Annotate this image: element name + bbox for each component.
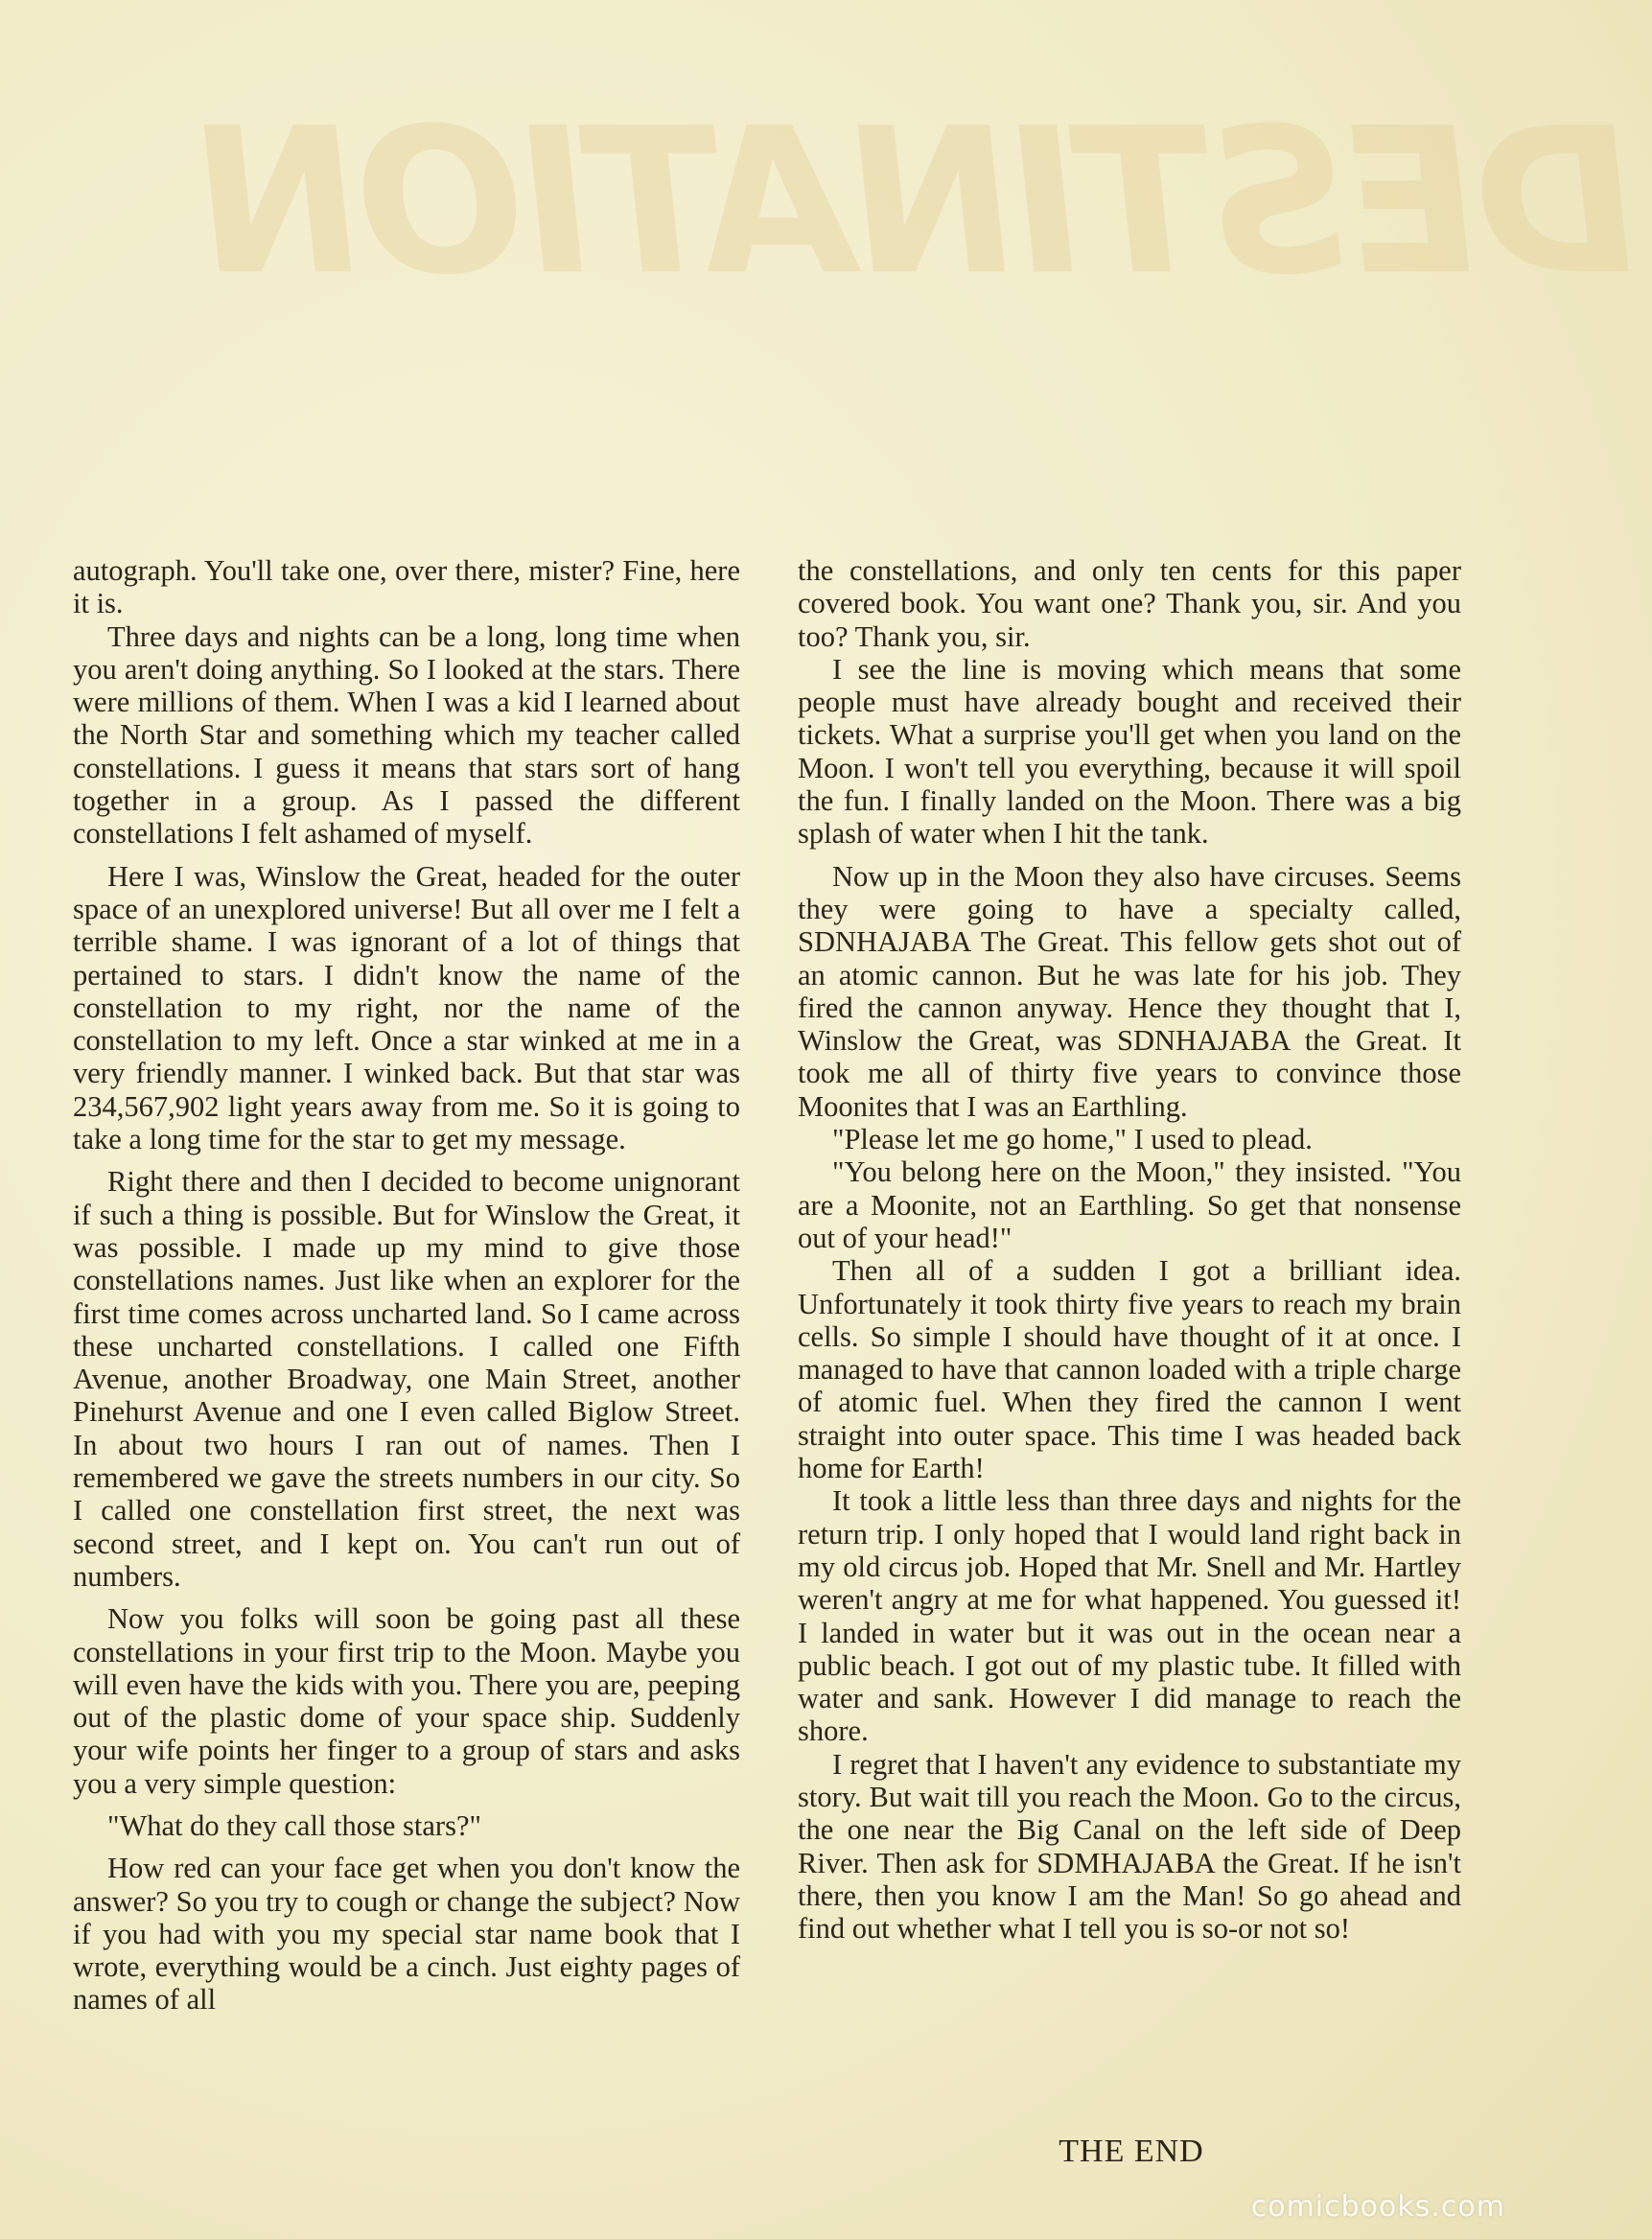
right-text-column	[798, 554, 1461, 1945]
paragraph: Right there and then I decided to become unignorant if such a thing is possible. But for Winslow the Great, it was possible. I made up my mind to give those constellations names. Just like when an explorer for the first time comes across uncharted land. So I came across these uncharted constellations. I called one Fifth Avenue, another Broadway, one Main Street, another Pinehurst Avenue and one I even called Biglow Street. In about two hours I ran out of names. Then I remembered we gave the streets numbers in our city. So I called one constellation first street, the next was second street, and I kept on. You can't run out of numbers.	[73, 1165, 740, 1593]
paragraph: "Please let me go home," I used to plead.	[832, 1123, 1313, 1156]
paragraph: Now up in the Moon they also have circuses. Seems they were going to have a specialty called, SDNHAJABA The Great. This fellow gets shot out of an atomic cannon. But he was late for his job. They fired the cannon anyway. Hence they thought that I, Winslow the Great, was SDNHAJABA the Great. It took me all of thirty five years to convince those Moonites that I was an Earthling.	[798, 859, 1461, 1123]
the-end-label: THE END	[1059, 2134, 1204, 2169]
paragraph: the constellations, and only ten cents for this paper covered book. You want one? Thank you, sir. And you too? Thank you, sir.	[798, 554, 1461, 653]
faded-title-art: DESTINATION	[189, 83, 1652, 319]
paragraph: "What do they call those stars?"	[107, 1808, 481, 1842]
paragraph: How red can your face get when you don't know the answer? So you try to cough or change the subject? Now if you had with you my special star name book that I wrote, everything would be a cinch. Just eighty pages of names of all	[73, 1852, 740, 2017]
paragraph: Then all of a sudden I got a brilliant idea. Unfortunately it took thirty five years to reach my brain cells. So simple I should have thought of it at once. I managed to have that cannon loaded with a triple charge of atomic fuel. When they fired the cannon I went straight into outer space. This time I was headed back home for Earth!	[798, 1254, 1461, 1485]
watermark: comicbooks.com	[1250, 2190, 1505, 2224]
paragraph: I see the line is moving which means that some people must have already bought and received their tickets. What a surprise you'll get when you land on the Moon. I won't tell you everything, because it will spoil the fun. I finally landed on the Moon. There was a big splash of water when I hit the tank.	[798, 652, 1461, 851]
paragraph: "You belong here on the Moon," they insisted. "You are a Moonite, not an Earthling. So get that nonsense out of your head!"	[798, 1155, 1461, 1254]
paragraph: Here I was, Winslow the Great, headed for the outer space of an unexplored universe! But all over me I felt a terrible shame. I was ignorant of a lot of things that pertained to stars. I didn't know the name of the constellation to my right, nor the name of the constellation to my left. Once a star winked at me in a very friendly manner. I winked back. But that star was 234,567,902 light years away from me. So it is going to take a long time for the star to get my message.	[73, 859, 740, 1156]
paragraph: Now you folks will soon be going past all these constellations in your first trip to the Moon. Maybe you will even have the kids with you. There you are, peeping out of the plastic dome of your space ship. Suddenly your wife points her finger to a group of stars and asks you a very simple question:	[73, 1602, 740, 1800]
left-text-column	[73, 554, 740, 2017]
paragraph: I regret that I haven't any evidence to substantiate my story. But wait till you reach the Moon. Go to the circus, the one near the Big Canal on the left side of Deep River. Then ask for SDMHAJABA the Great. If he isn't there, then you know I am the Man! So go ahead and find out whether what I tell you is so-or not so!	[798, 1747, 1461, 1946]
paragraph: autograph. You'll take one, over there, mister? Fine, here it is.	[73, 554, 740, 620]
paragraph: It took a little less than three days and nights for the return trip. I only hoped that I would land right back in my old circus job. Hoped that Mr. Snell and Mr. Hartley weren't angry at me for what happened. You guessed it! I landed in water but it was out in the ocean near a public beach. I got out of my plastic tube. It filled with water and sank. However I did manage to reach the shore.	[798, 1484, 1461, 1748]
paragraph: Three days and nights can be a long, long time when you aren't doing anything. So I looked at the stars. There were millions of them. When I was a kid I learned about the North Star and something which my teacher called constellations. I guess it means that stars sort of hang together in a group. As I passed the different constellations I felt ashamed of myself.	[73, 619, 740, 851]
